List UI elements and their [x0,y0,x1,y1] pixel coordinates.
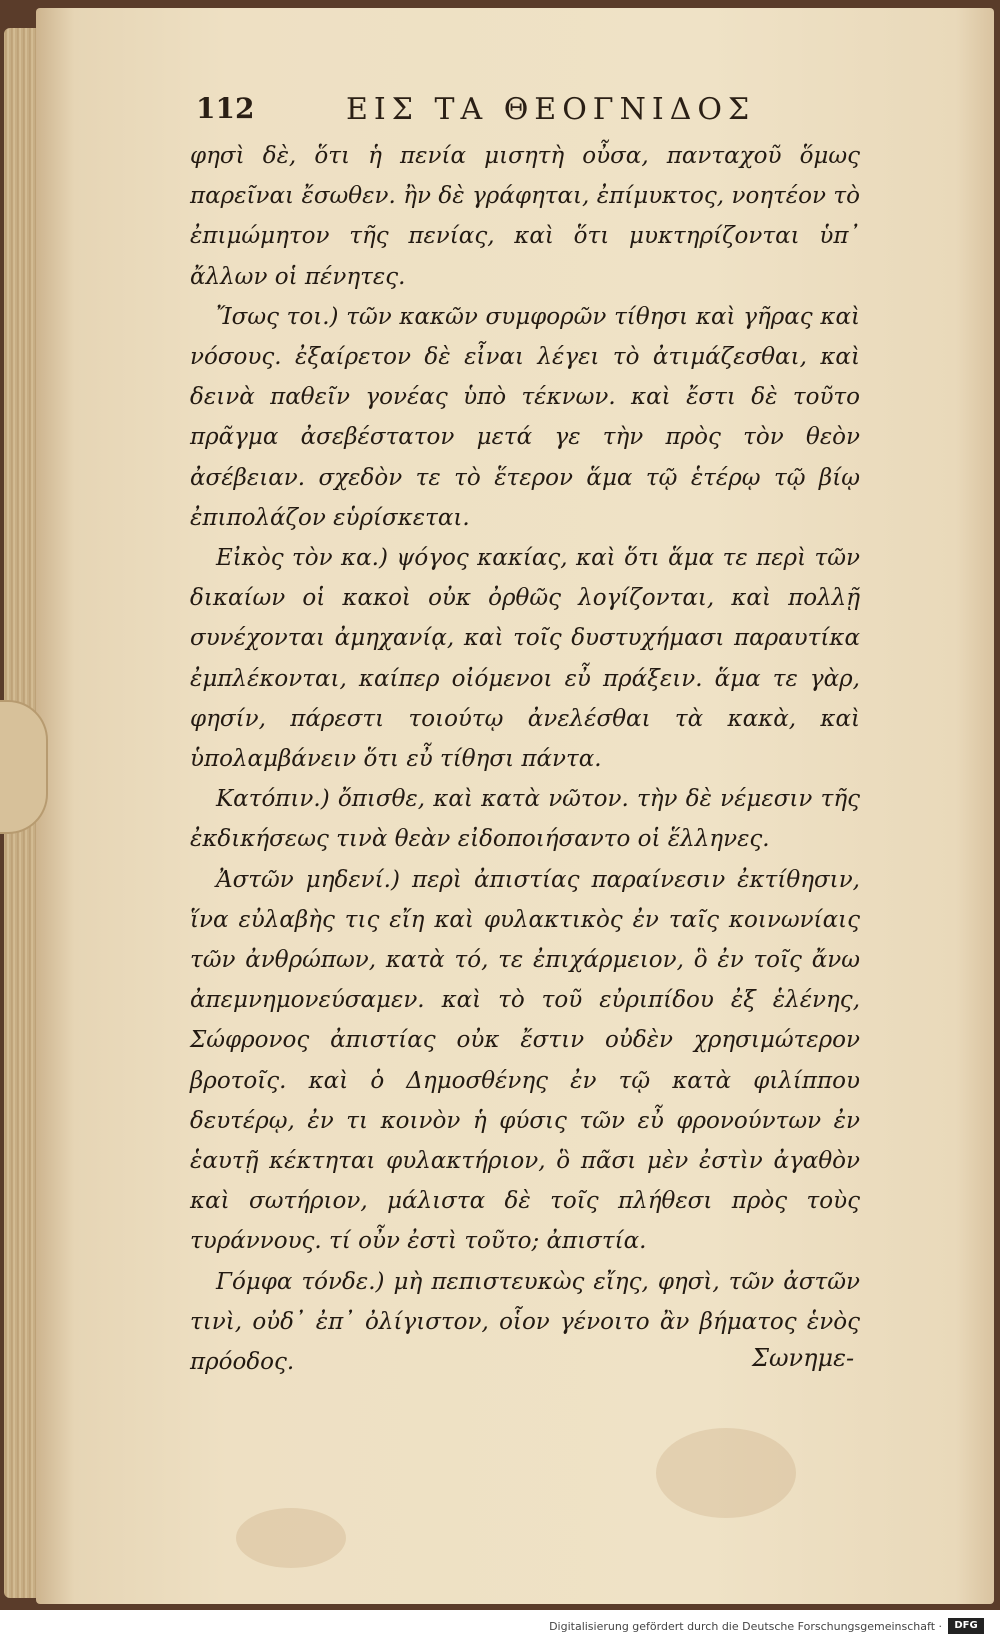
page-header [196,92,756,136]
paragraph: Κατόπιν.) ὄπισθε, καὶ κατὰ νῶτον. τὴν δὲ νέμεσιν τῆς ἐκδικήσεως τινὰ θεὰν εἰδοποιήσαντο οἱ ἕλληνες. [190,786,860,853]
paragraph: Ἀστῶν μηδενί.) περὶ ἀπιστίας παραίνεσιν ἐκτίθησιν, ἵνα εὐλαβὴς τις εἴη καὶ φυλακτικὸς ἐν ταῖς κοινωνίαις τῶν ἀνθρώπων, κατὰ τό, τε ἐπιχάρμειον, ὃ ἐν τοῖς ἄνω ἀπεμνημονεύσαμεν. καὶ τὸ τοῦ εὐριπίδου ἐξ ἑλένης, Σώφρονος ἀπιστίας οὐκ ἔστιν οὐδὲν χρησιμώτερον βροτοῖς. καὶ ὁ Δημοσθένης ἐν τῷ κατὰ φιλίππου δευτέρῳ, ἐν τι κοινὸν ἡ φύσις τῶν εὖ φρονούντων ἐν ἑαυτῇ κέκτηται φυλακτήριον, ὃ πᾶσι μὲν ἐστὶν ἀγαθὸν καὶ σωτήριον, μάλιστα δὲ τοῖς πλήθεσι πρὸς τοὺς τυράννους. τί οὖν ἐστὶ τοῦτο; ἀπιστία. [190,866,860,1255]
page-tab [0,700,48,834]
catchword: Σωνημε- [752,1344,855,1372]
paper-stain [236,1508,346,1568]
digitization-footer [0,1610,1000,1641]
body-text [190,136,860,1376]
paper-stain [656,1428,796,1518]
paragraph: Ἴσως τοι.) τῶν κακῶν συμφορῶν τίθησι καὶ γῆρας καὶ νόσους. ἐξαίρετον δὲ εἶναι λέγει τὸ ἀτιμάζεσθαι, καὶ δεινὰ παθεῖν γονέας ὑπὸ τέκνων. καὶ ἔστι δὲ τοῦτο πρᾶγμα ἀσεβέστατον μετά γε τὴν πρὸς τὸν θεὸν ἀσέβειαν. σχεδὸν τε τὸ ἕτερον ἅμα τῷ ἑτέρῳ τῷ βίῳ ἐπιπολάζον εὑρίσκεται. [190,303,860,531]
paragraph: Γόμφα τόνδε.) μὴ πεπιστευκὼς εἴης, φησὶ, τῶν ἀστῶν τινὶ, οὐδ᾽ ἐπ᾽ ὀλίγιστον, οἷον γένοιτο ἂν βήματος ἑνὸς πρόοδος. [190,1268,860,1376]
page-number: 112 [196,92,255,125]
footer-credit: Digitalisierung gefördert durch die Deutsche Forschungsgemeinschaft · [549,1620,942,1633]
running-head: ΕΙΣ ΤΑ ΘΕΟΓΝΙΔΟΣ [346,92,756,127]
dfg-logo: DFG [948,1618,984,1634]
paragraph: Εἰκὸς τὸν κα.) ψόγος κακίας, καὶ ὅτι ἅμα τε περὶ τῶν δικαίων οἱ κακοὶ οὐκ ὀρθῶς λογίζονται, καὶ πολλῇ συνέχονται ἀμηχανίᾳ, καὶ τοῖς δυστυχήμασι παραυτίκα ἐμπλέκονται, καίπερ οἰόμενοι εὖ πράξειν. ἅμα τε γὰρ, φησίν, πάρεστι τοιούτῳ ἀνελέσθαι τὰ κακὰ, καὶ ὑπολαμβάνειν ὅτι εὖ τίθησι πάντα. [190,545,860,773]
paragraph: φησὶ δὲ, ὅτι ἡ πενία μισητὴ οὖσα, πανταχοῦ ὅμως παρεῖναι ἔσωθεν. ἢν δὲ γράφηται, ἐπίμυκτος, νοητέον τὸ ἐπιμώμητον τῆς πενίας, καὶ ὅτι μυκτηρίζονται ὑπ᾽ ἄλλων οἱ πένητες. [190,143,860,290]
